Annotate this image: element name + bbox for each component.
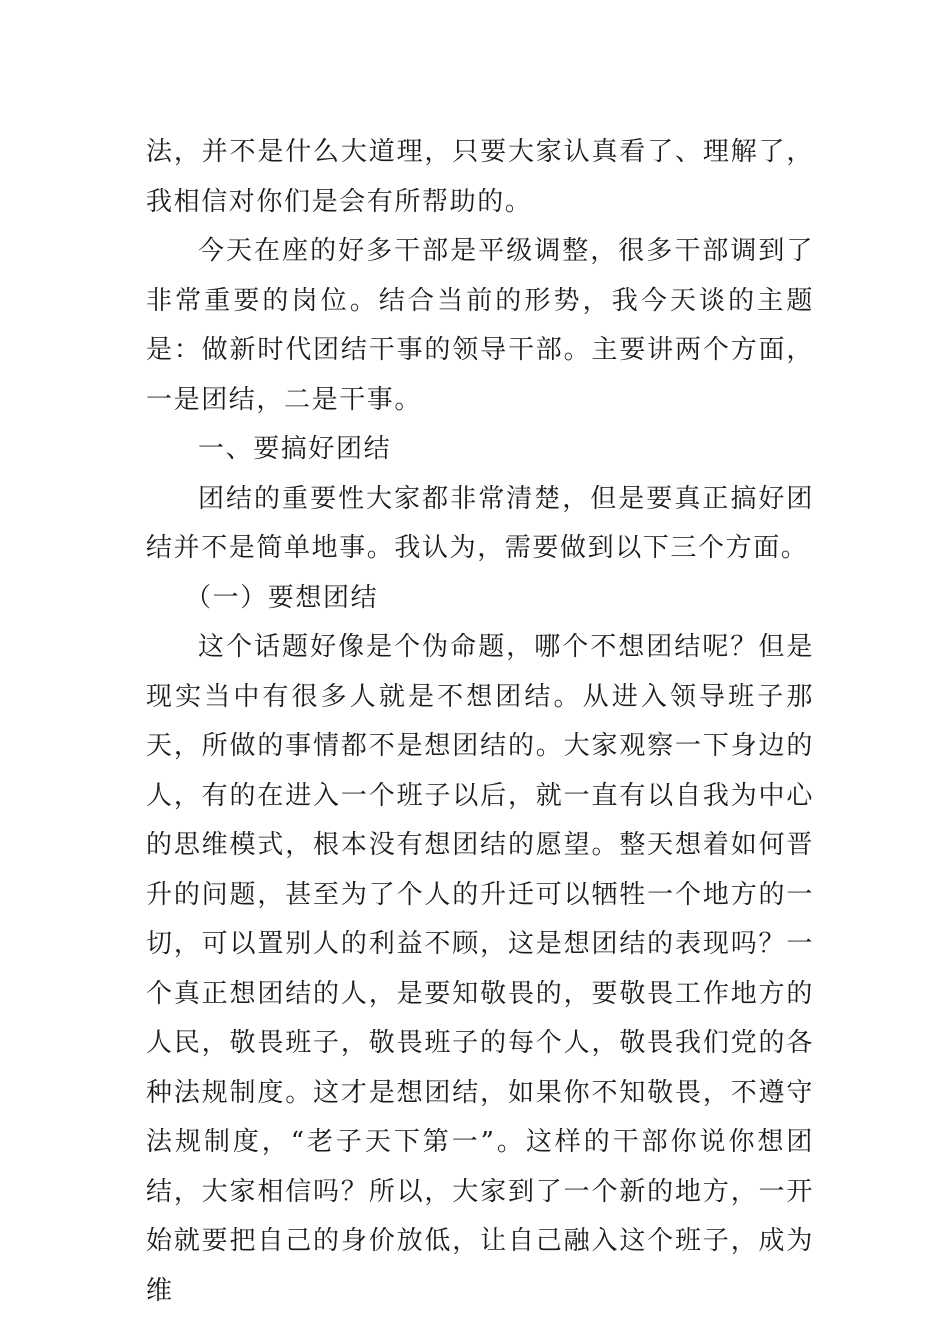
section-heading: 一、要搞好团结 [198,434,392,464]
paragraph-body: 今天在座的好多干部是平级调整，很多干部调到了非常重要的岗位。结合当前的形势，我今天谈的主题是：做新时代团结干事的领导干部。主要讲两个方面，一是团结，二是干事。 [146,236,814,415]
subsection-heading: （一）要想团结 [185,582,379,613]
paragraph-continuation: 法，并不是什么大道理，只要大家认真看了、理解了，我相信对你们是会有所帮助的。 [146,137,814,217]
paragraph-body: 团结的重要性大家都非常清楚，但是要真正搞好团结并不是简单地事。我认为，需要做到以下三个方面。 [146,483,814,563]
paragraph-body: 这个话题好像是个伪命题，哪个不想团结呢？但是现实当中有很多人就是不想团结。从进入领导班子那天，所做的事情都不是想团结的。大家观察一下身边的人，有的在进入一个班子以后，就一直有以自我为中心的思维模式，根本没有想团结的愿望。整天想着如何晋升的问题，甚至为了个人的升迁可以牺牲一个地方的一切，可以置别人的利益不顾，这是想团结的表现吗？一个真正想团结的人，是要知敬畏的，要敬畏工作地方的人民，敬畏班子，敬畏班子的每个人，敬畏我们党的各种法规制度。这才是想团结，如果你不知敬畏，不遵守法规制度，“老子天下第一”。这样的干部你说你想团结，大家相信吗？所以，大家到了一个新的地方，一开始就要把自己的身价放低，让自己融入这个班子，成为维 [146,632,814,1306]
document-body [146,128,814,1316]
